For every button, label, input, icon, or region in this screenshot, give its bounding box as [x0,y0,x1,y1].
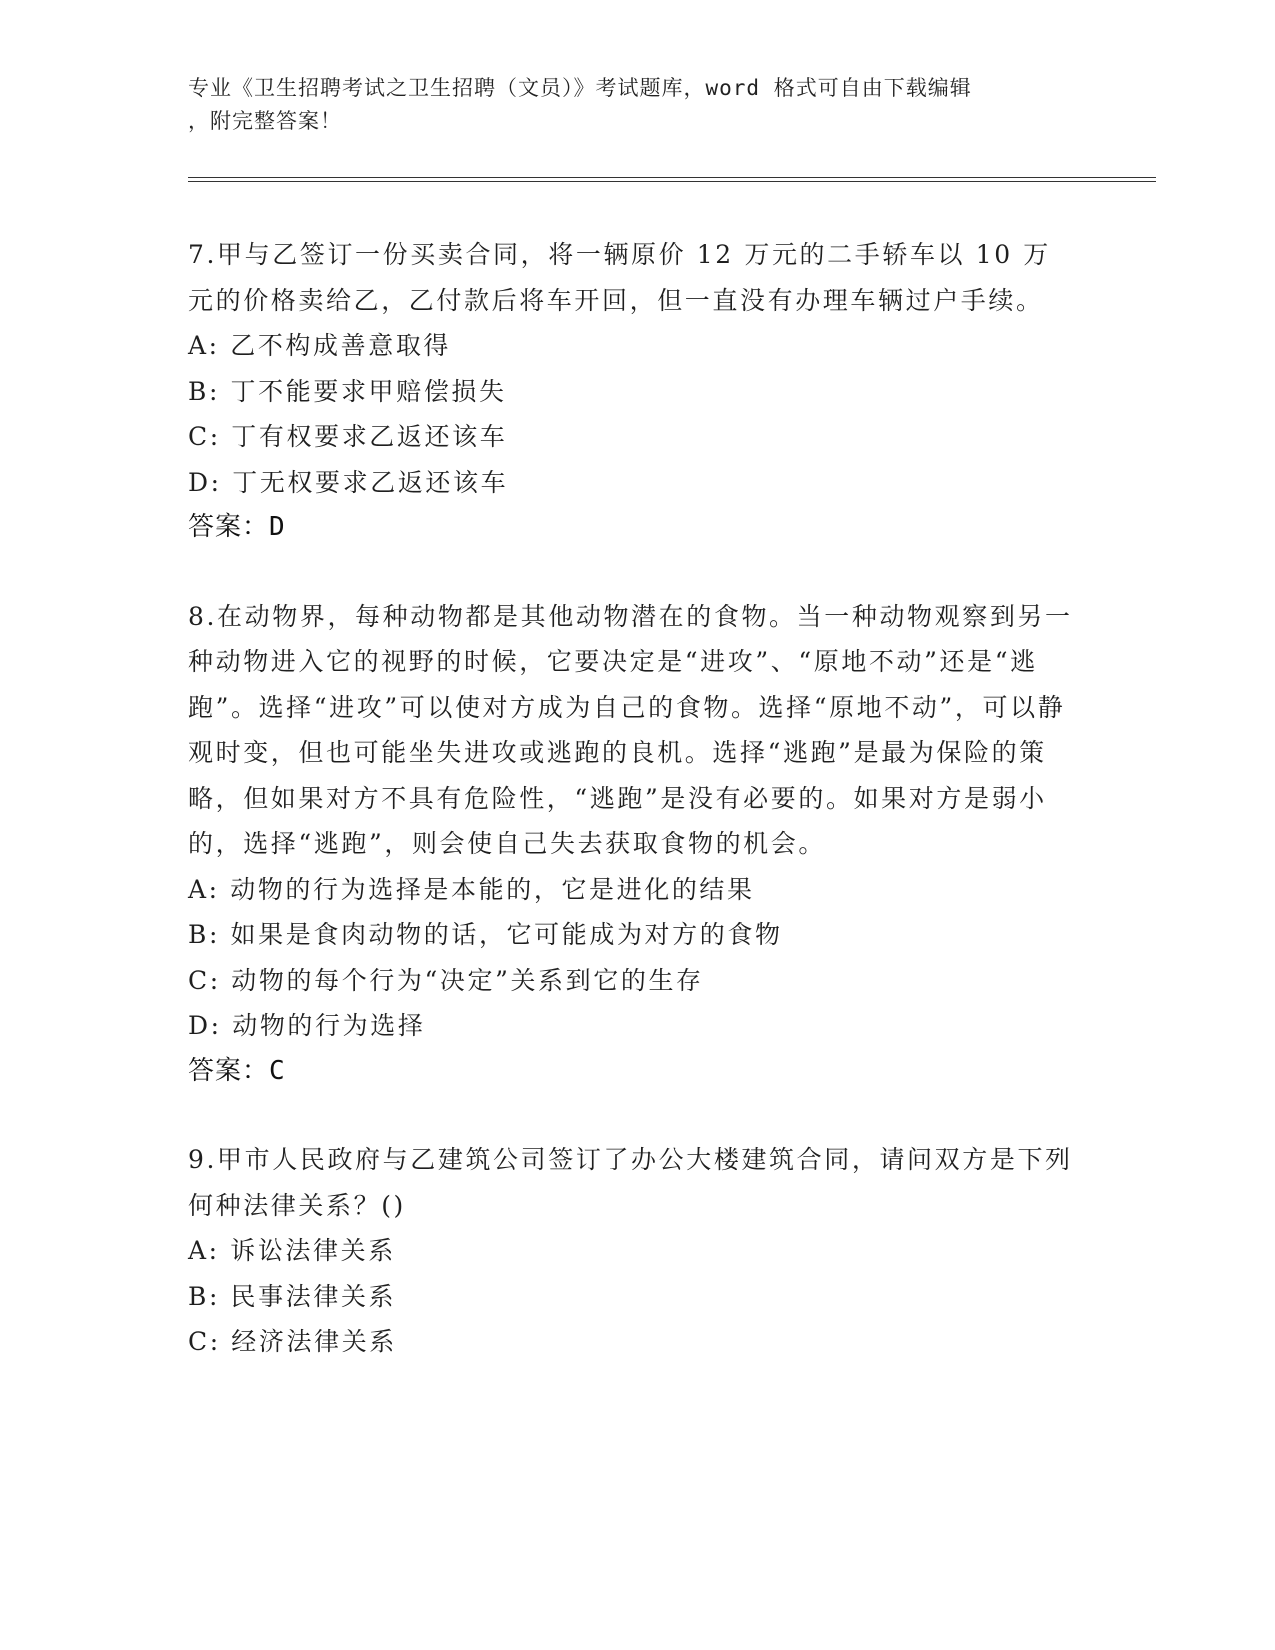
question-9 [188,1137,1078,1365]
option-a: A: 乙不构成善意取得 [188,331,452,360]
option-d: D: 动物的行为选择 [188,1011,426,1040]
question-stem: 9.甲市人民政府与乙建筑公司签订了办公大楼建筑合同，请问双方是下列何种法律关系？() [188,1145,1073,1220]
header-line-1: 专业《卫生招聘考试之卫生招聘（文员）》考试题库，word 格式可自由下载编辑 [188,76,972,100]
header-line-2: ，附完整答案！ [188,109,342,133]
question-8 [188,594,1078,1095]
question-list [188,232,1078,1408]
document-header [188,72,1068,138]
question-7 [188,232,1078,551]
option-c: C: 经济法律关系 [188,1327,397,1356]
header-divider [188,177,1156,182]
option-a: A: 动物的行为选择是本能的，它是进化的结果 [188,874,755,904]
option-b: B: 丁不能要求甲赔偿损失 [188,376,507,406]
question-stem: 8.在动物界，每种动物都是其他动物潜在的食物。当一种动物观察到另一种动物进入它的视野的时候，它要决定是“进攻”、“原地不动”还是“逃跑”。选择“进攻”可以使对方成为自己的食物。选择“原地不动”，可以静观时变，但也可能坐失进攻或逃跑的良机。选择“逃跑”是最为保险的策略，但如果对方不具有危险性，“逃跑”是没有必要的。如果对方是弱小的，选择“逃跑”，则会使自己失去获取食物的机会。 [188,601,1073,858]
answer-value: C [269,1055,286,1086]
question-stem: 7.甲与乙签订一份买卖合同，将一辆原价 12 万元的二手轿车以 10 万元的价格卖给乙，乙付款后将车开回，但一直没有办理车辆过户手续。 [188,240,1051,315]
answer-line [188,1049,1078,1095]
option-b: B: 民事法律关系 [188,1281,397,1311]
answer-label: 答案： [188,512,270,542]
answer-value: D [269,512,286,542]
option-a: A: 诉讼法律关系 [188,1236,396,1265]
option-c: C: 丁有权要求乙返还该车 [188,422,508,451]
option-c: C: 动物的每个行为“决定”关系到它的生存 [188,965,704,995]
option-b: B: 如果是食肉动物的话，它可能成为对方的食物 [188,920,783,949]
answer-label: 答案： [188,1055,270,1086]
answer-line [188,505,1078,551]
option-d: D: 丁无权要求乙返还该车 [188,467,509,497]
